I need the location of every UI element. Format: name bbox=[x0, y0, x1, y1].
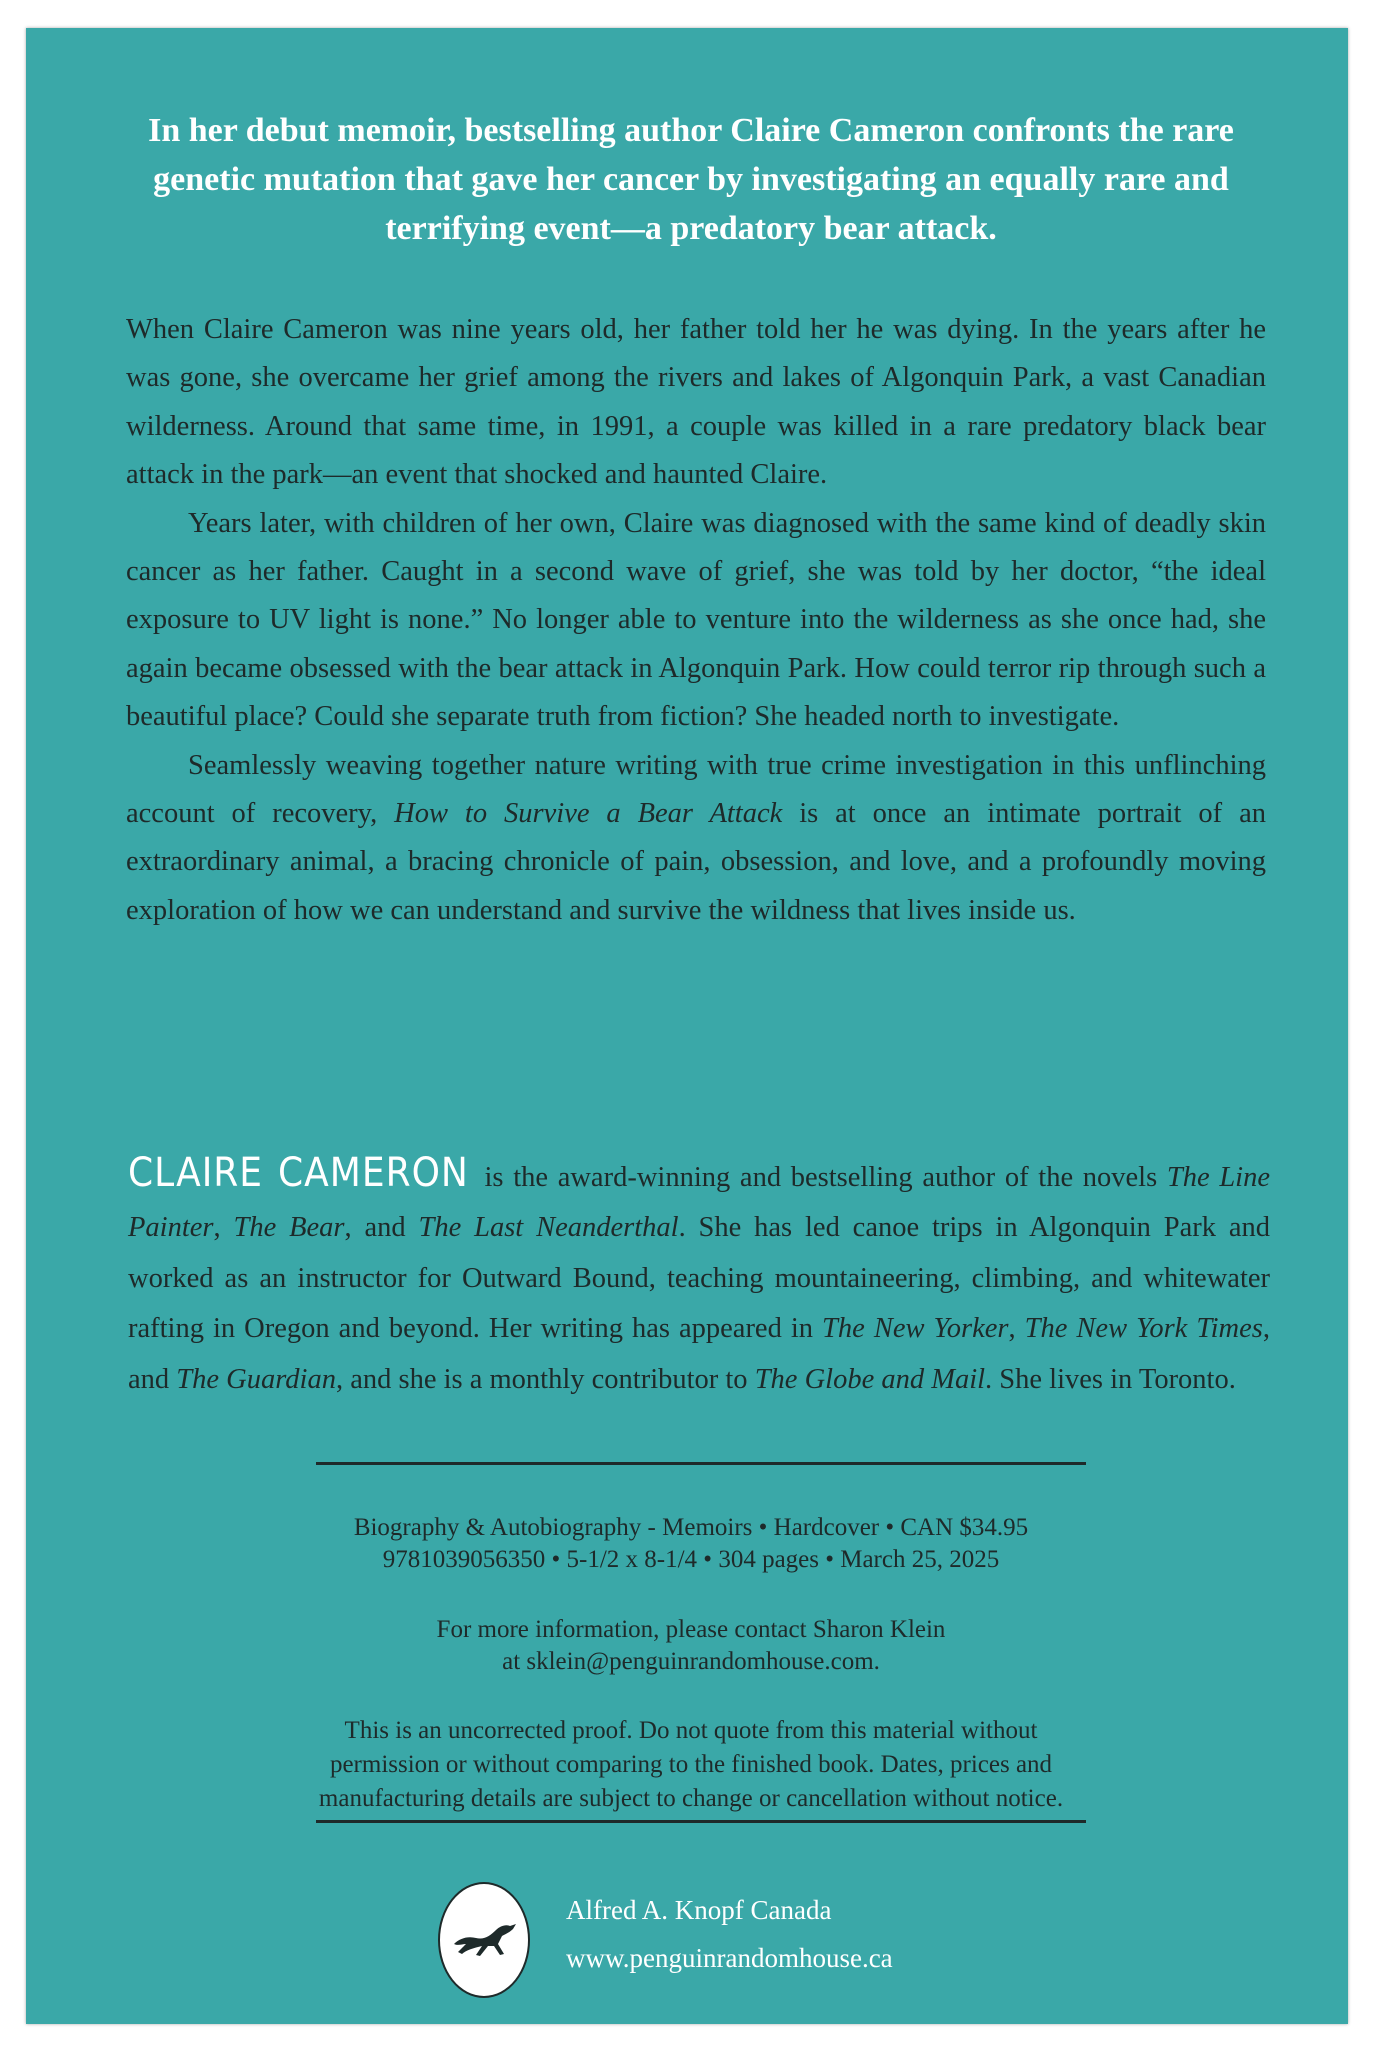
disclaimer-line-2: permission or without comparing to the finished book. Dates, prices and bbox=[329, 1751, 1053, 1778]
contact-info bbox=[176, 1614, 1206, 1678]
description-paragraph-2: Years later, with children of her own, Claire was diagnosed with the same kind of deadly skin cancer as her father. Caught in a second wave of grief, she was told by her doctor, “the ideal exposure to UV light is none.” No longer able to venture into the wilderness as she once had, she again became obsessed with the bear attack in Algonquin Park. How could terror rip through such a beautiful place? Could she separate truth from fiction? She headed north to investigate. bbox=[126, 507, 1266, 733]
publisher-name: Alfred A. Knopf Canada bbox=[566, 1895, 832, 1925]
specs-line-2: 9781039056350 • 5-1/2 x 8-1/4 • 304 pages • March 25, 2025 bbox=[382, 1546, 1000, 1573]
bio-book-title: The Last Neanderthal bbox=[418, 1212, 679, 1244]
description-paragraph-1: When Claire Cameron was nine years old, her father told her he was dying. In the years after he was gone, she overcame her grief among the rivers and lakes of Algonquin Park, a vast Canadian wilderness. Around that same time, in 1991, a couple was killed in a rare predatory black bear attack in the park—an event that shocked and haunted Claire. bbox=[126, 314, 1266, 491]
book-specs bbox=[176, 1512, 1206, 1576]
book-description bbox=[126, 306, 1266, 935]
publisher-info bbox=[566, 1886, 893, 1982]
specs-line-1: Biography & Autobiography - Memoirs • Hardcover • CAN $34.95 bbox=[353, 1514, 1029, 1541]
publisher-url[interactable]: www.penguinrandomhouse.ca bbox=[566, 1943, 893, 1973]
description-paragraph-3 bbox=[126, 742, 1266, 936]
bio-book-title: The Line Painter bbox=[128, 1162, 1270, 1244]
description-paragraph-3-rest: is at once an intimate portrait of an extraordinary animal, a bracing chronicle of pain, obsession, and love, and a profoundly moving exploration of how we can understand and survive the wildness that lives inside us. bbox=[126, 798, 1266, 926]
bio-text: . She lives in Toronto. bbox=[985, 1363, 1236, 1395]
divider-top bbox=[316, 1462, 1086, 1465]
disclaimer-line-3: manufacturing details are subject to change or cancellation without notice. bbox=[318, 1785, 1064, 1812]
bio-text: . She has led canoe trips in Algonquin Park and worked as an instructor for Outward Bound, teaching mountaineering, climbing, and whitewater rafting in Oregon and beyond. Her writing has appeared in bbox=[128, 1212, 1270, 1345]
divider-bottom bbox=[316, 1820, 1086, 1823]
bio-publication: The Globe and Mail bbox=[754, 1363, 986, 1395]
proof-disclaimer bbox=[176, 1714, 1206, 1816]
borzoi-dog-icon bbox=[438, 1882, 530, 1998]
bio-text: , and she is a monthly contributor to bbox=[335, 1363, 755, 1395]
author-name: CLAIRE CAMERON bbox=[128, 1150, 469, 1196]
bio-publication: The New York Times bbox=[1024, 1313, 1263, 1345]
contact-line-2: at sklein@penguinrandomhouse.com. bbox=[502, 1648, 880, 1675]
bio-text: , bbox=[213, 1212, 234, 1244]
disclaimer-line-1: This is an uncorrected proof. Do not quote from this material without bbox=[344, 1717, 1038, 1744]
bio-publication: The New Yorker bbox=[822, 1313, 1009, 1345]
bio-publication: The Guardian bbox=[176, 1363, 336, 1395]
description-paragraph-3-intro: Seamlessly weaving together nature writing with true crime investigation in this unflinching account of recovery, bbox=[126, 749, 1266, 830]
bio-text: , and bbox=[128, 1313, 1270, 1395]
headline: In her debut memoir, bestselling author Claire Cameron confronts the rare genetic mutation that gave her cancer by investigating an equally rare and terrifying event—a predatory bear attack. bbox=[148, 112, 1234, 247]
bio-text: , bbox=[1008, 1313, 1025, 1345]
author-bio bbox=[128, 1148, 1270, 1405]
book-back-cover bbox=[26, 28, 1348, 2024]
bio-text: is the award-winning and bestselling author of the novels bbox=[474, 1162, 1167, 1193]
book-title: How to Survive a Bear Attack bbox=[394, 798, 783, 830]
bio-text: , and bbox=[344, 1212, 419, 1244]
contact-line-1: For more information, please contact Sharon Klein bbox=[436, 1616, 946, 1643]
bio-book-title: The Bear bbox=[233, 1212, 345, 1244]
